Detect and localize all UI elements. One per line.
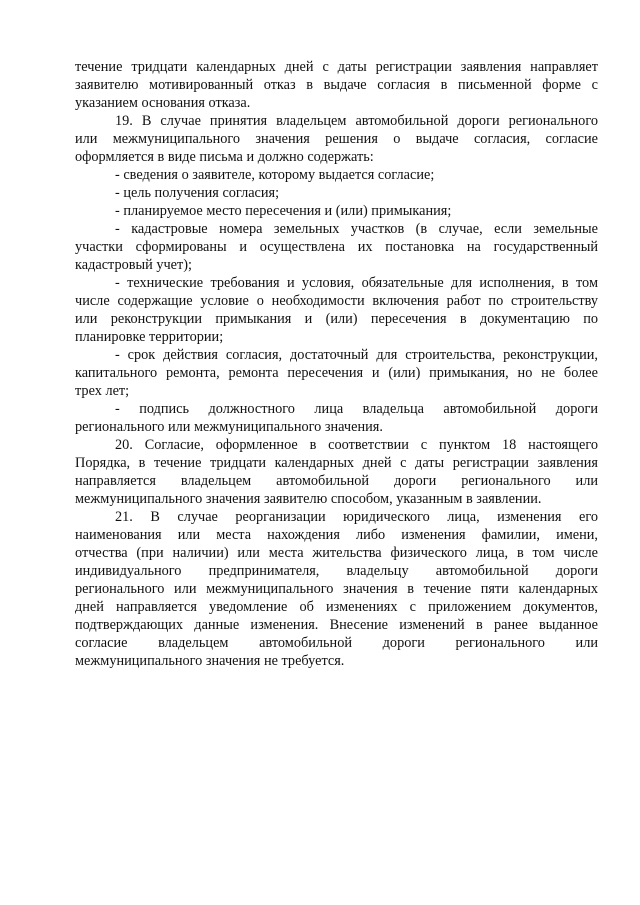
- document-line: капитального ремонта, ремонта пересечения и (или) примыкания, но не более: [75, 365, 598, 381]
- document-line: числе содержащие условие о необходимости включения работ по строительству: [75, 293, 598, 309]
- document-line: - планируемое место пересечения и (или) примыкания;: [115, 203, 452, 219]
- document-line: - сведения о заявителе, которому выдается согласие;: [115, 167, 435, 183]
- document-line: регионального или межмуниципального значения.: [75, 419, 383, 435]
- document-line: 19. В случае принятия владельцем автомобильной дороги регионального: [115, 113, 598, 129]
- document-line: - цель получения согласия;: [115, 185, 280, 201]
- document-line: оформляется в виде письма и должно содержать:: [75, 149, 374, 165]
- document-line: трех лет;: [75, 383, 130, 399]
- document-line: подтверждающих данные изменения. Внесение изменений в ранее выданное: [75, 617, 598, 633]
- document-line: отчества (при наличии) или места жительства физического лица, в том числе: [75, 545, 598, 561]
- document-line: 20. Согласие, оформленное в соответствии с пунктом 18 настоящего: [115, 437, 598, 453]
- document-line: заявителю мотивированный отказ в выдаче согласия в письменной форме с: [75, 77, 598, 93]
- document-body: [75, 58, 598, 670]
- document-line: межмуниципального значения не требуется.: [75, 653, 345, 669]
- document-line: участки сформированы и осуществлена их постановка на государственный: [75, 239, 598, 255]
- document-line: - кадастровые номера земельных участков (в случае, если земельные: [115, 221, 598, 237]
- document-line: течение тридцати календарных дней с даты регистрации заявления направляет: [75, 59, 598, 75]
- document-line: указанием основания отказа.: [75, 95, 251, 111]
- document-line: кадастровый учет);: [75, 257, 193, 273]
- document-line: планировке территории;: [75, 329, 224, 345]
- document-line: Порядка, в течение тридцати календарных дней с даты регистрации заявления: [75, 455, 598, 471]
- document-line: или межмуниципального значения решения о выдаче согласия, согласие: [75, 131, 598, 147]
- document-line: 21. В случае реорганизации юридического лица, изменения его: [115, 509, 598, 525]
- document-line: согласие владельцем автомобильной дороги регионального или: [75, 635, 598, 651]
- document-line: межмуниципального значения заявителю способом, указанным в заявлении.: [75, 491, 542, 507]
- document-line: направляется владельцем автомобильной дороги регионального или: [75, 473, 598, 489]
- document-line: дней направляется уведомление об изменениях с приложением документов,: [75, 599, 598, 615]
- document-line: - срок действия согласия, достаточный для строительства, реконструкции,: [115, 347, 598, 363]
- document-line: или реконструкции примыкания и (или) пересечения в документацию по: [75, 311, 598, 327]
- document-line: индивидуального предпринимателя, владельцу автомобильной дороги: [75, 563, 598, 579]
- document-line: наименования или места нахождения либо изменения фамилии, имени,: [75, 527, 598, 543]
- document-line: - технические требования и условия, обязательные для исполнения, в том: [115, 275, 598, 291]
- document-line: регионального или межмуниципального значения в течение пяти календарных: [75, 581, 598, 597]
- document-line: - подпись должностного лица владельца автомобильной дороги: [115, 401, 598, 417]
